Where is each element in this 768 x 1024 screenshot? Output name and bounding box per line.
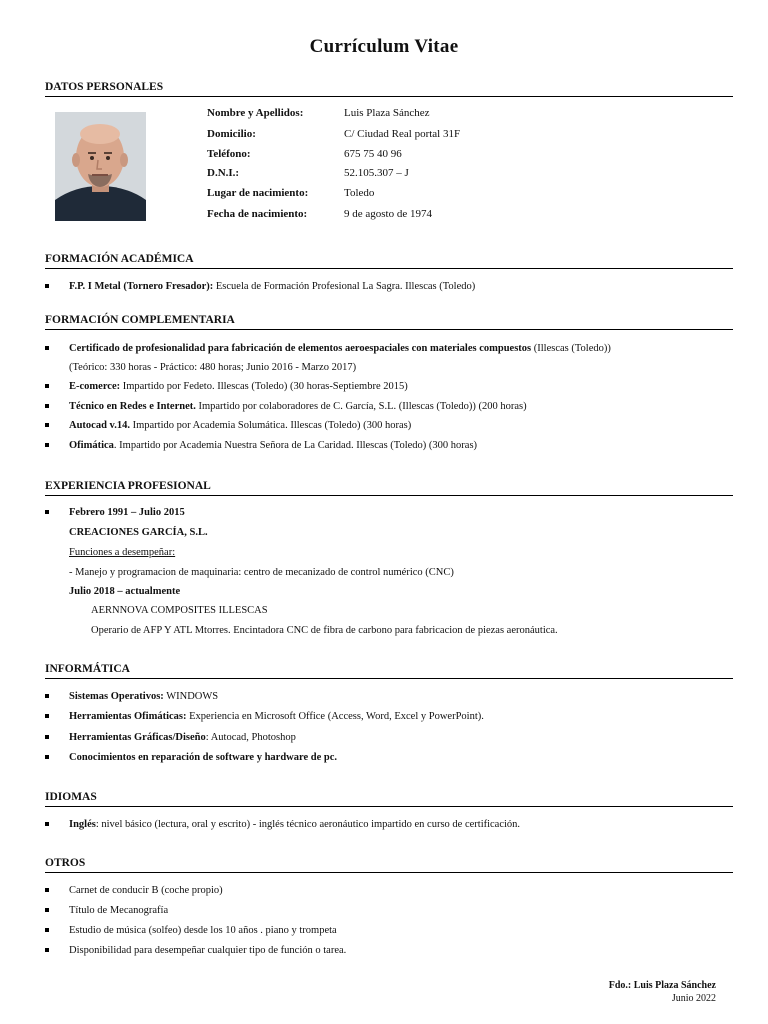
item-text: Escuela de Formación Profesional La Sagra. Illescas (Toledo) bbox=[213, 281, 476, 292]
square-bullet-icon bbox=[45, 928, 49, 932]
signature-date: Junio 2022 bbox=[671, 993, 716, 1004]
item-bold: Conocimientos en reparación de software y hardware de pc. bbox=[69, 752, 338, 763]
experience-company: CREACIONES GARCÍA, S.L. bbox=[69, 527, 208, 538]
item-bold: Autocad v.14. bbox=[69, 420, 130, 431]
item-text: Impartido por Academia Solumática. Illescas (Toledo) (300 horas) bbox=[129, 420, 412, 431]
item-bold: Certificado de profesionalidad para fabricación de elementos aeroespaciales con materiales compuestos bbox=[69, 343, 532, 354]
item-text: : Autocad, Photoshop bbox=[205, 732, 296, 743]
square-bullet-icon bbox=[45, 284, 49, 288]
square-bullet-icon bbox=[45, 888, 49, 892]
item-text: Disponibilidad para desempeñar cualquier tipo de función o tarea. bbox=[69, 945, 347, 956]
experience-function: - Manejo y programacion de maquinaria: centro de mecanizado de control numérico (CNC) bbox=[69, 567, 454, 578]
item-bold: Inglés bbox=[69, 819, 96, 830]
square-bullet-icon bbox=[45, 908, 49, 912]
section-heading-experience: EXPERIENCIA PROFESIONAL bbox=[45, 479, 733, 496]
section-heading-informatics: INFORMÁTICA bbox=[45, 662, 733, 679]
square-bullet-icon bbox=[45, 384, 49, 388]
item-text: Título de Mecanografía bbox=[69, 905, 169, 916]
item-text: Carnet de conducir B (coche propio) bbox=[69, 885, 223, 896]
item-bold: Herramientas Ofimáticas: bbox=[69, 711, 187, 722]
personal-label: Teléfono: bbox=[207, 148, 251, 160]
experience-period: Julio 2018 – actualmente bbox=[69, 586, 181, 597]
portrait-photo-drawing bbox=[55, 112, 146, 221]
experience-functions-label: Funciones a desempeñar: bbox=[69, 547, 176, 558]
item-bold: Herramientas Gráficas/Diseño bbox=[69, 732, 206, 743]
square-bullet-icon bbox=[45, 948, 49, 952]
item-text: Impartido por colaboradores de C. García, S.L. (Illescas (Toledo)) (200 horas) bbox=[195, 401, 527, 412]
square-bullet-icon bbox=[45, 423, 49, 427]
item-text: (Illescas (Toledo)) bbox=[531, 343, 611, 354]
item-text: WINDOWS bbox=[163, 691, 219, 702]
square-bullet-icon bbox=[45, 822, 49, 826]
item-continuation: (Teórico: 330 horas - Práctico: 480 horas; Junio 2016 - Marzo 2017) bbox=[69, 362, 357, 373]
item-text: Estudio de música (solfeo) desde los 10 años . piano y trompeta bbox=[69, 925, 337, 936]
item-text: Experiencia en Microsoft Office (Access, Word, Excel y PowerPoint). bbox=[186, 711, 484, 722]
experience-company: AERNNOVA COMPOSITES ILLESCAS bbox=[91, 605, 268, 616]
square-bullet-icon bbox=[45, 404, 49, 408]
square-bullet-icon bbox=[45, 735, 49, 739]
section-heading-others: OTROS bbox=[45, 856, 733, 873]
item-bold: Ofimática bbox=[69, 440, 114, 451]
square-bullet-icon bbox=[45, 694, 49, 698]
item-text: . Impartido por Academia Nuestra Señora de La Caridad. Illescas (Toledo) (300 horas) bbox=[113, 440, 478, 451]
experience-role: Operario de AFP Y ATL Mtorres. Encintadora CNC de fibra de carbono para fabricacion de piezas aeronáutica. bbox=[91, 625, 558, 636]
section-heading-academic: FORMACIÓN ACADÉMICA bbox=[45, 252, 733, 269]
experience-period: Febrero 1991 – Julio 2015 bbox=[69, 507, 185, 518]
item-bold: Técnico en Redes e Internet. bbox=[69, 401, 196, 412]
item-text: : nivel básico (lectura, oral y escrito) - inglés técnico aeronáutico impartido en curso de certificación. bbox=[95, 819, 521, 830]
portrait-photo bbox=[55, 112, 146, 221]
personal-value: 52.105.307 – J bbox=[344, 167, 409, 179]
personal-label: Nombre y Apellidos: bbox=[207, 107, 304, 119]
signature-name: Fdo.: Luis Plaza Sánchez bbox=[608, 980, 716, 991]
personal-value: C/ Ciudad Real portal 31F bbox=[344, 128, 461, 140]
square-bullet-icon bbox=[45, 443, 49, 447]
personal-value: Luis Plaza Sánchez bbox=[344, 107, 430, 119]
personal-value: 675 75 40 96 bbox=[344, 148, 402, 160]
square-bullet-icon bbox=[45, 714, 49, 718]
section-heading-languages: IDIOMAS bbox=[45, 790, 733, 807]
square-bullet-icon bbox=[45, 346, 49, 350]
personal-label: Lugar de nacimiento: bbox=[207, 187, 309, 199]
personal-label: Domicilio: bbox=[207, 128, 256, 140]
item-bold: Sistemas Operativos: bbox=[69, 691, 164, 702]
personal-label: Fecha de nacimiento: bbox=[207, 208, 308, 220]
item-bold: F.P. I Metal (Tornero Fresador): bbox=[69, 281, 214, 292]
personal-value: Toledo bbox=[344, 187, 375, 199]
section-heading-complementary: FORMACIÓN COMPLEMENTARIA bbox=[45, 313, 733, 330]
item-text: Impartido por Fedeto. Illescas (Toledo) (30 horas-Septiembre 2015) bbox=[120, 381, 408, 392]
square-bullet-icon bbox=[45, 510, 49, 514]
item-bold: E-comerce: bbox=[69, 381, 121, 392]
section-heading-personal: DATOS PERSONALES bbox=[45, 80, 733, 97]
page-title: Currículum Vitae bbox=[309, 36, 459, 57]
square-bullet-icon bbox=[45, 755, 49, 759]
personal-value: 9 de agosto de 1974 bbox=[344, 208, 432, 220]
personal-label: D.N.I.: bbox=[207, 167, 240, 179]
